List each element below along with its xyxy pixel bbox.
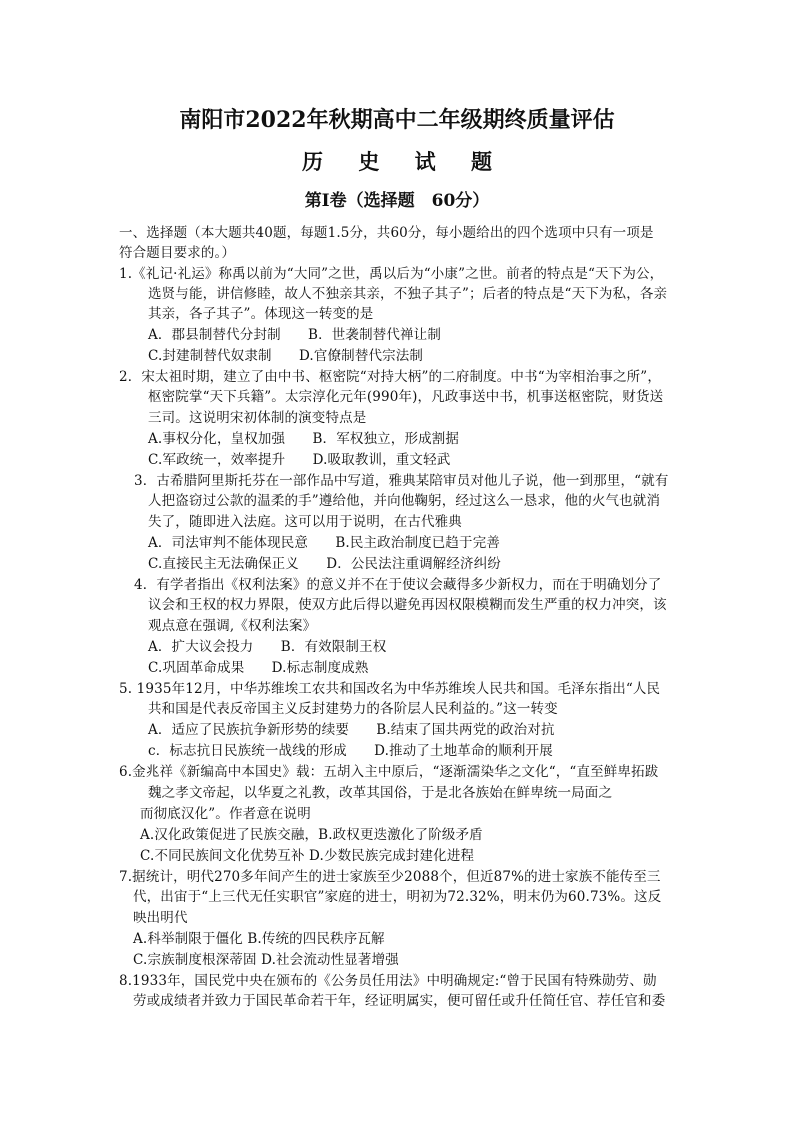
question-7-stem: 映出明代 — [133, 910, 188, 926]
question-5-stem: 5. 1935年12月，中华苏维埃工农共和国改名为中华苏维埃人民共和国。毛泽东指出“人民 — [119, 681, 661, 697]
question-2-stem: 枢密院掌“天下兵籍”。太宗淳化元年(990年)，凡政事送中书，机事送枢密院，财货送 — [148, 389, 664, 405]
question-8-stem: 劳或成绩者并致力于国民革命若干年，经证明属实，便可留任或升任简任官、荐任官和委 — [133, 993, 666, 1009]
question-6-stem: 而彻底汉化”。作者意在说明 — [140, 806, 311, 822]
question-4-stem: 观点意在强调,《权利法案》 — [148, 618, 317, 634]
question-4-options: A．扩大议会投力 B．有效限制王权 — [148, 639, 387, 655]
question-7-stem: 代，出宙于“上三代无任实职官”家庭的进士，明初为72.32%，明末仍为60.73%。这反 — [133, 889, 662, 905]
question-5-stem: 共和国是代表反帝国主义反封建势力的各阶层人民利益的。”这一转变 — [148, 701, 558, 717]
question-6-options: C.不同民族间文化优势互补 D.少数民族完成封建化进程 — [140, 848, 475, 864]
question-5-options: A．适应了民族抗争新形势的续要 B.结束了国共两党的政治对抗 — [148, 722, 555, 738]
question-1-options: A．郡县制替代分封制 B．世袭制替代禅让制 — [148, 327, 441, 343]
section-title: 第Ⅰ卷（选择题 60分） — [304, 191, 490, 211]
question-1-stem: 其亲，各子其子”。体现这一转变的是 — [148, 306, 374, 322]
question-1-stem: 1.《礼记·礼运》称禹以前为“大同”之世，禹以后为“小康”之世。前者的特点是“天下为公， — [119, 266, 664, 282]
question-1-options: C.封建制替代奴隶制 D.官僚制替代宗法制 — [148, 348, 424, 364]
subject-title: 历 史 试 题 — [302, 149, 506, 174]
question-4-stem: 4．有学者指出《权利法案》的意义并不在于使议会藏得多少新权力，而在于明确划分了 — [134, 577, 662, 593]
question-3-options: C.直接民主无法确保正义 D．公民法注重调解经济纠纷 — [148, 556, 502, 572]
question-4-options: C.巩固革命成果 D.标志制度成熟 — [148, 660, 369, 676]
question-2-options: C.军政统一，效率提升 D.吸取教训，重文轻武 — [148, 452, 451, 468]
question-3-options: A．司法审判不能体现民意 B.民主政治制度已趋于完善 — [148, 535, 501, 551]
question-5-options: c．标志抗日民族统一战线的形成 D.推动了土地革命的顺利开展 — [148, 743, 553, 759]
question-6-stem: 魏之孝文帝起，以华夏之礼教，改革其国俗，于是北各族始在鲜卑统一局面之 — [148, 785, 613, 801]
question-7-options: C.宗族制度根深蒂固 D.社会流动性显著增强 — [133, 952, 399, 968]
question-2-stem: 三司。这说明宋初体制的演变特点是 — [148, 410, 367, 426]
question-2-stem: 2．宋太祖时期，建立了由中书、枢密院“对持大柄”的二府制度。中书“为宰相治事之所”， — [119, 369, 661, 385]
question-2-options: A.事权分化，皇权加强 B．军权独立，形成割据 — [148, 431, 460, 447]
question-8-stem: 8.1933年，国民党中央在颁布的《公务员任用法》中明确规定:“曾于民国有特殊勋劳、勋 — [119, 973, 657, 989]
question-7-stem: 7.据统计，明代270多年间产生的进士家族至少2088个，但近87%的进士家族不能传至三 — [119, 869, 661, 885]
question-6-stem: 6.金兆祥《新编高中本国史》载：五胡入主中原后，“逐渐濡染华之文化“，“直至鲜卑拓跋 — [119, 764, 659, 780]
instructions-line: 一、选择题（本大题共40题，每题1.5分，共60分，每小题给出的四个选项中只有一项是 — [119, 225, 654, 241]
question-3-stem: 3．古希腊阿里斯托芬在一部作品中写道，雅典某陪审员对他儿子说，他一到那里，“就有 — [134, 473, 669, 489]
question-4-stem: 议会和王权的权力界限，使双方此后得以避免再因权限模糊而发生严重的权力冲突，该 — [148, 597, 667, 613]
question-3-stem: 失了，随即进入法庭。这可以用于说明，在古代雅典 — [148, 514, 462, 530]
instructions-line: 符合题目要求的。） — [119, 245, 236, 261]
exam-title: 南阳市2022年秋期高中二年级期终质量评估 — [179, 107, 615, 133]
question-1-stem: 选贤与能，讲信修睦，故人不独亲其亲，不独子其子”；后者的特点是“天下为私，各亲 — [148, 286, 668, 302]
question-3-stem: 人把盗窃过公款的温柔的手”遵给他，并向他鞠躬，经过这么一恳求，他的火气也就消 — [148, 493, 661, 509]
question-6-options: A.汉化政策促进了民族交融，B.政权更迭激化了阶级矛盾 — [140, 827, 483, 843]
question-7-options: A.科举制限于僵化 B.传统的四民秩序瓦解 — [133, 931, 385, 947]
